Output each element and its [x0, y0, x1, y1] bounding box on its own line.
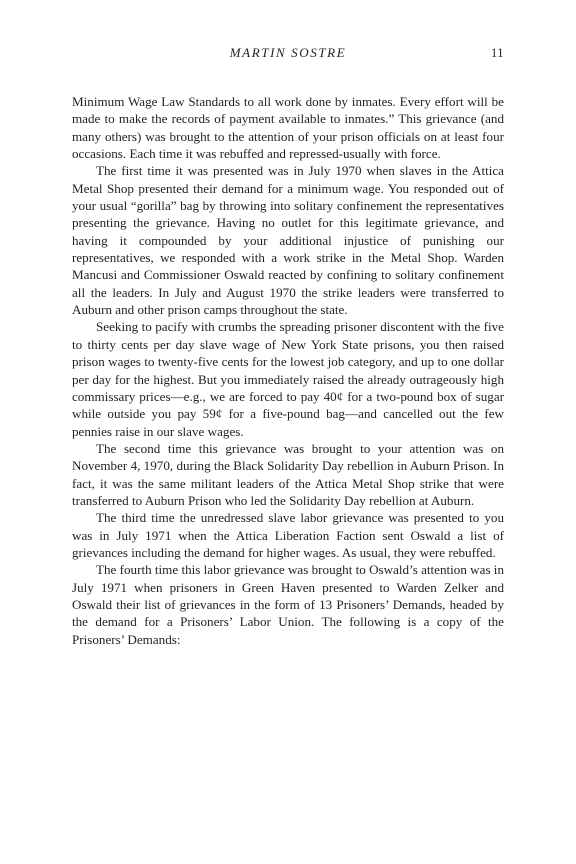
paragraph: Seeking to pacify with crumbs the spreading prisoner discontent with the five to thirty cents per day slave wage of New York State prisons, you then raised prison wages to twenty-five cents for the lowest job category, and up to one dollar per day for the highest. But you immediately raised the already outrageously high commissary prices—e.g., we are forced to pay 40¢ for a two-pound box of sugar while outside you pay 59¢ for a five-pound bag—and cancelled out the few pennies raise in our slave wages. — [72, 319, 504, 439]
running-header — [72, 44, 504, 62]
paragraph: Minimum Wage Law Standards to all work done by inmates. Every effort will be made to make the records of payment available to inmates.” This grievance (and many others) was brought to the attention of your prison officials on at least four occasions. Each time it was rebuffed and repressed-usually with force. — [72, 94, 504, 162]
paragraph: The first time it was presented was in July 1970 when slaves in the Attica Metal Shop presented their demand for a minimum wage. You responded out of your usual “gorilla” bag by throwing into solitary confinement the representatives presenting the grievance. Having no outlet for this legitimate grievance, and having it compounded by your additional injustice of punishing our representatives, we responded with a work strike in the Metal Shop. Warden Mancusi and Commissioner Oswald reacted by confining to solitary confinement all the leaders. In July and August 1970 the strike leaders were transferred to Auburn and other prison camps throughout the state. — [72, 163, 504, 318]
running-title: MARTIN SOSTRE — [229, 45, 347, 60]
paragraph: The third time the unredressed slave labor grievance was presented to you was in July 1971 when the Attica Liberation Faction sent Oswald a list of grievances including the demand for higher wages. As usual, they were rebuffed. — [72, 510, 504, 560]
paragraph: The fourth time this labor grievance was brought to Oswald’s attention was in July 1971 when prisoners in Green Haven presented to Warden Zelker and Oswald their list of grievances in the form of 13 Prisoners’ Demands, headed by the demand for a Prisoners’ Labor Union. The following is a copy of the Prisoners’ Demands: — [72, 562, 504, 647]
body-text — [72, 93, 504, 648]
page-number: 11 — [490, 46, 504, 60]
paragraph: The second time this grievance was brought to your attention was on November 4, 1970, during the Black Solidarity Day rebellion in Auburn Prison. In fact, it was the same militant leaders of the Attica Metal Shop strike that were transferred to Auburn Prison who led the Solidarity Day rebellion at Auburn. — [72, 440, 504, 508]
